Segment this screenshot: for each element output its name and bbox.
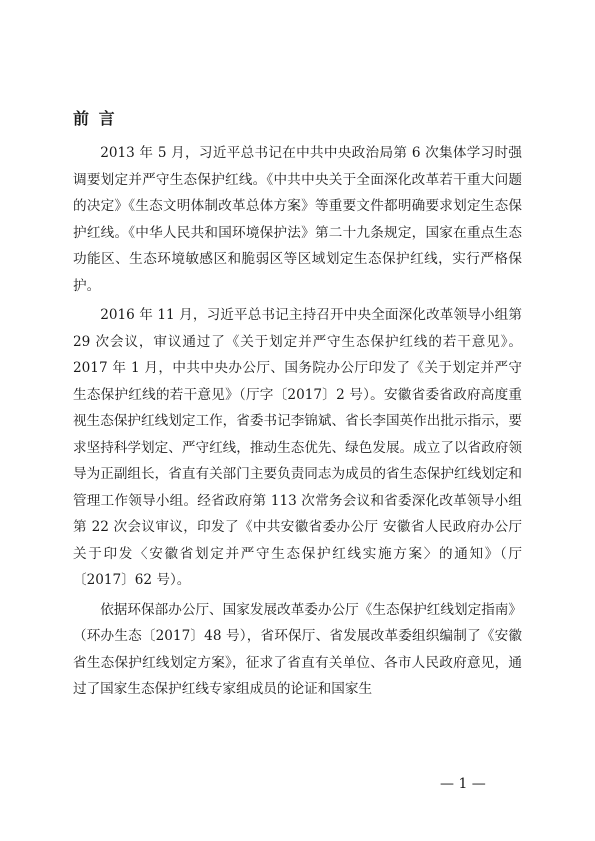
paragraph-2: 2016 年 11 月，习近平总书记主持召开中央全面深化改革领导小组第 29 次会议，审议通过了《关于划定并严守生态保护红线的若干意见》。2017 年 1 月，中共中央办公厅、国务院办公厅印发了《关于划定并严守生态保护红线的若干意见》（厅字〔2017〕2 号）。安徽省委省政府高度重视生态保护红线划定工作，省委书记李锦斌、省长李国英作出批示指示，要求坚持科学划定、严守红线，推动生态优先、绿色发展。成立了以省政府领导为正副组长，省直有关部门主要负责同志为成员的省生态保护红线划定和管理工作领导小组。经省政府第 113 次常务会议和省委深化改革领导小组第 22 次会议审议，印发了《中共安徽省委办公厅 安徽省人民政府办公厅关于印发〈安徽省划定并严守生态保护红线实施方案〉的通知》（厅〔2017〕62 号）。	[73, 307, 522, 588]
paragraph-1: 2013 年 5 月，习近平总书记在中共中央政治局第 6 次集体学习时强调要划定并严守生态保护红线。《中共中央关于全面深化改革若干重大问题的决定》《生态文明体制改革总体方案》等重要文件都明确要求划定生态保护红线。《中华人民共和国环境保护法》第二十九条规定，国家在重点生态功能区、生态环境敏感区和脆弱区等区域划定生态保护红线，实行严格保护。	[73, 145, 522, 294]
paragraph-3: 依据环保部办公厅、国家发展改革委办公厅《生态保护红线划定指南》（环办生态〔2017〕48 号），省环保厅、省发展改革委组织编制了《安徽省生态保护红线划定方案》，征求了省直有关单位、各市人民政府意见，通过了国家生态保护红线专家组成员的论证和国家生	[73, 601, 522, 697]
section-heading: 前 言	[73, 109, 117, 128]
body-text	[73, 140, 522, 706]
page-number: — 1 —	[440, 776, 486, 792]
